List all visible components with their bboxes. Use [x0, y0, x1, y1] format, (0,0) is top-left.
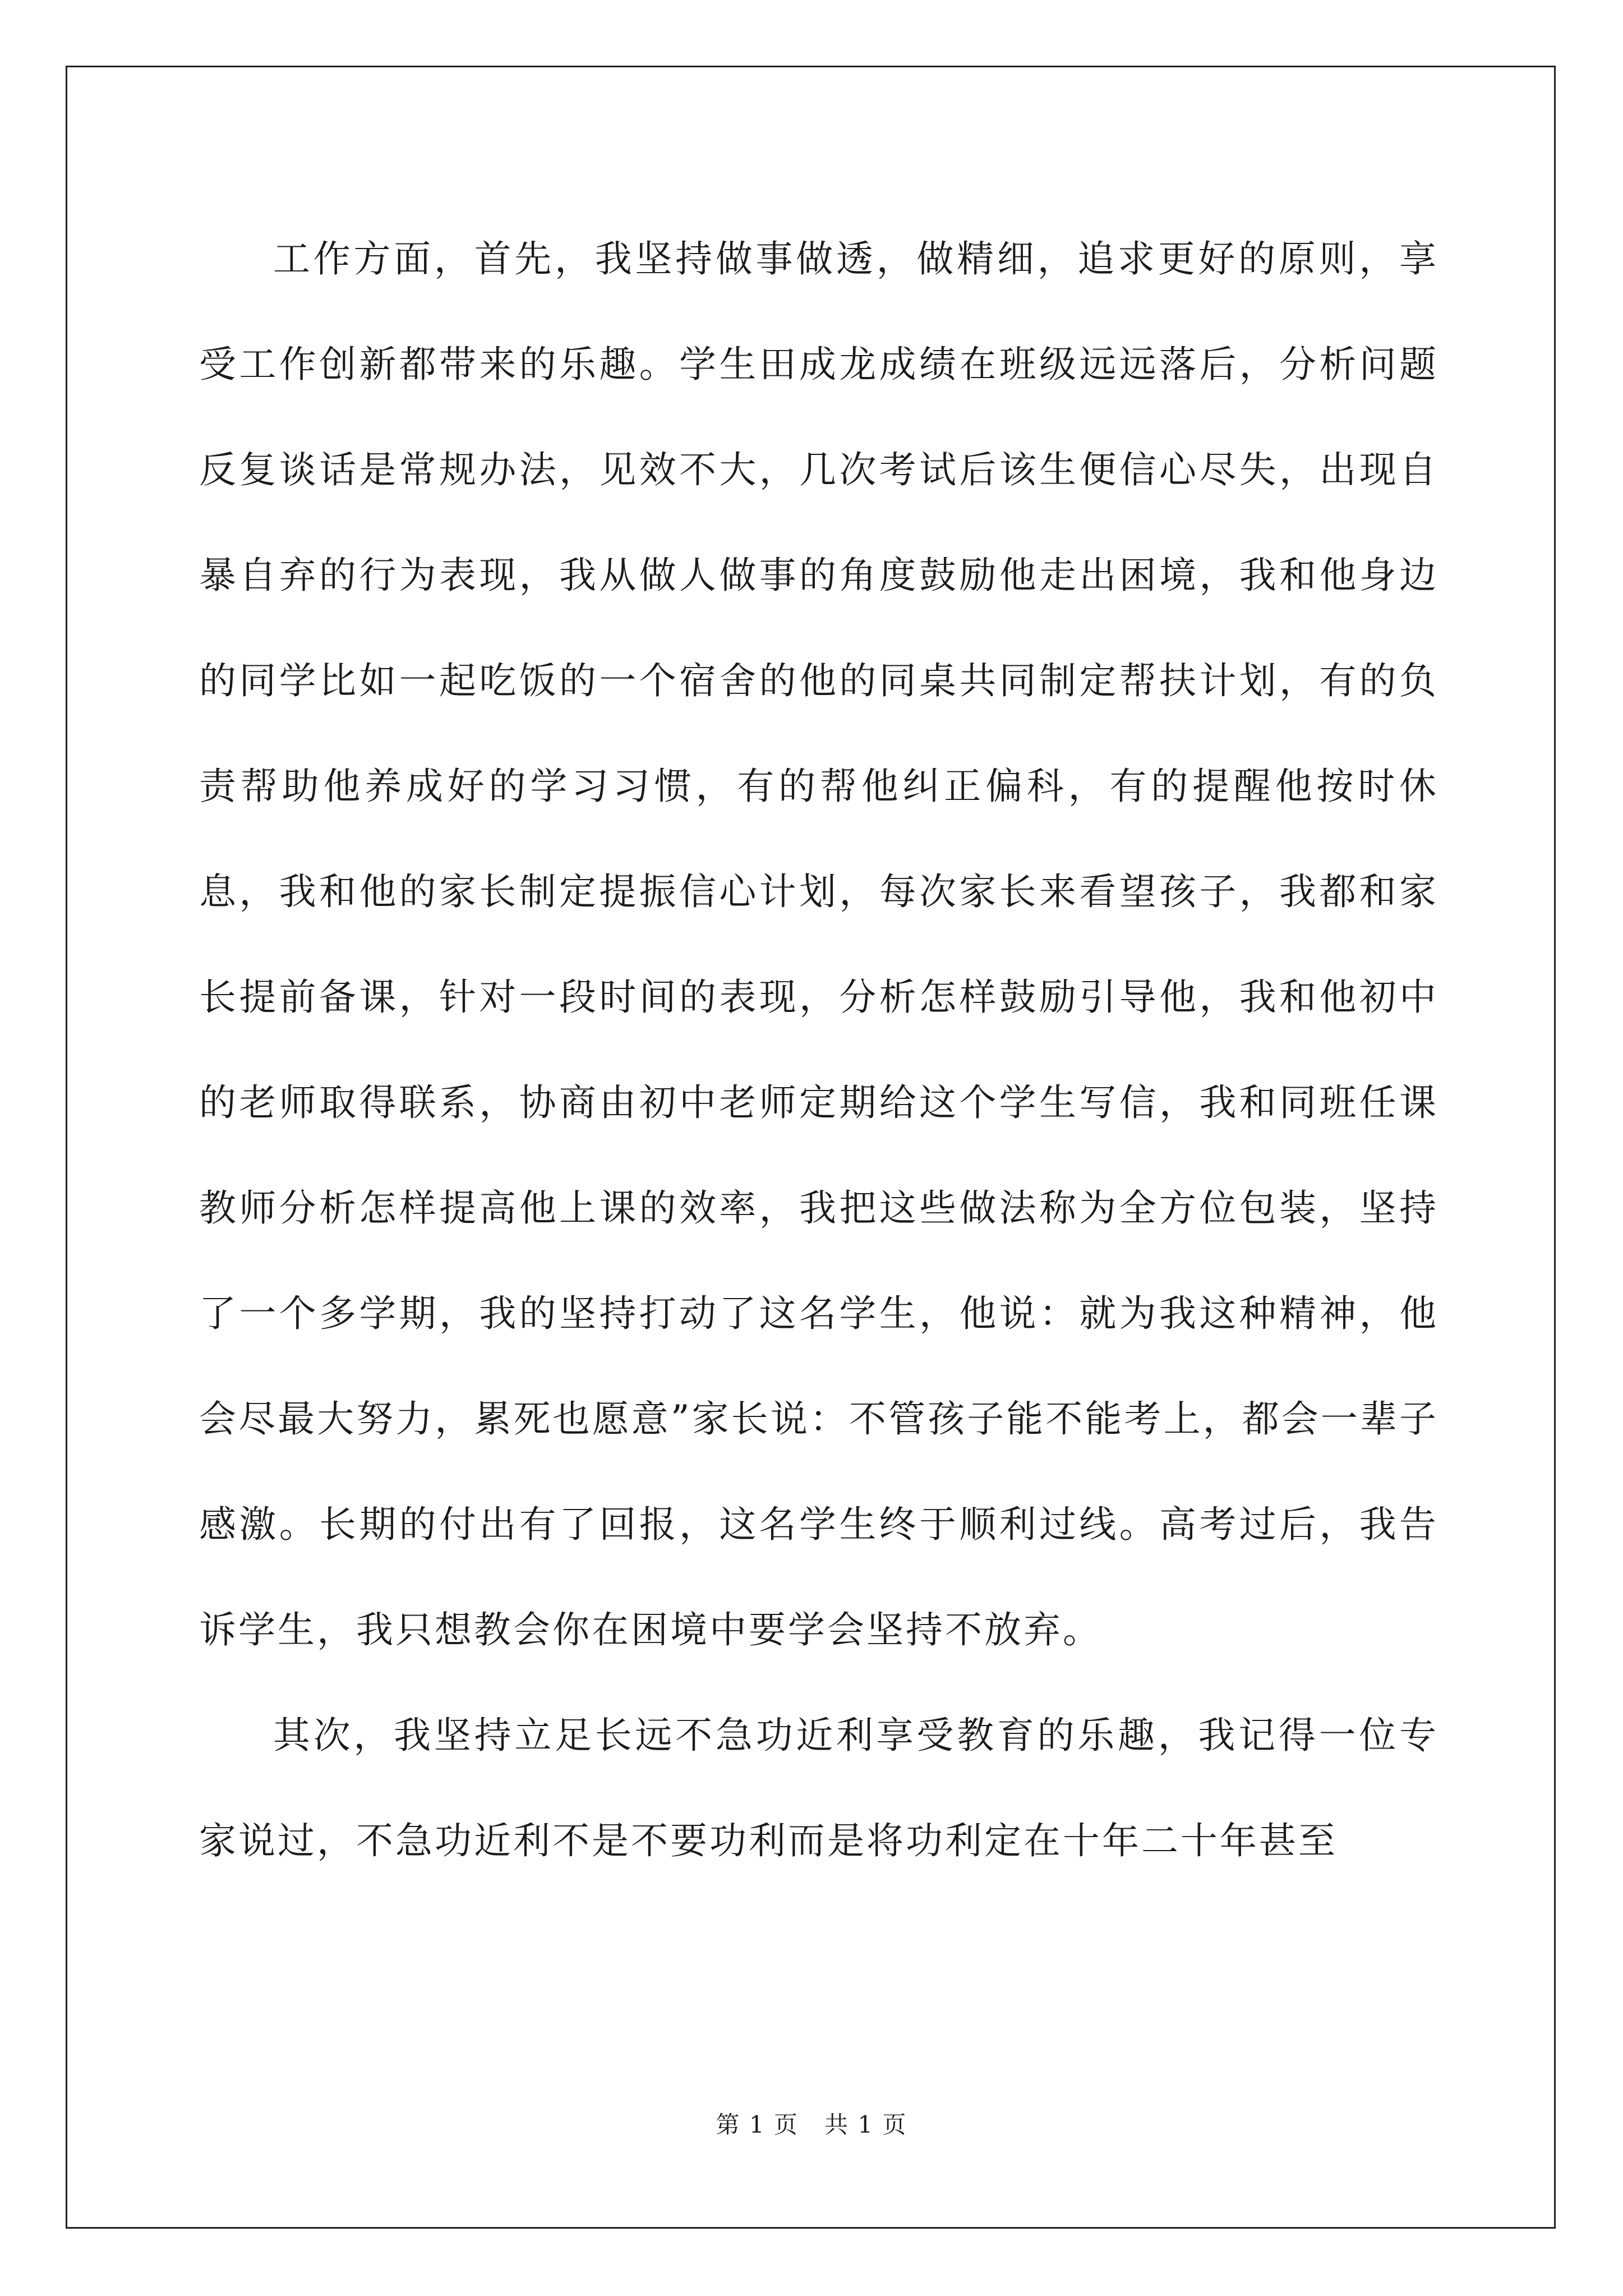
paragraph-2: 其次，我坚持立足长远不急功近利享受教育的乐趣，我记得一位专家说过，不急功近利不是不要功利而是将功利定在十年二十年甚至: [199, 1714, 1438, 1862]
page-footer: [0, 2106, 1623, 2140]
document-body: [199, 206, 1438, 1894]
page-total: 共 1 页: [824, 2111, 907, 2138]
paragraph-1: 工作方面，首先，我坚持做事做透，做精细，追求更好的原则，享受工作创新都带来的乐趣。学生田成龙成绩在班级远远落后，分析问题反复谈话是常规办法，见效不大，几次考试后该生便信心尽失，出现自暴自弃的行为表现，我从做人做事的角度鼓励他走出困境，我和他身边的同学比如一起吃饭的一个宿舍的他的同桌共同制定帮扶计划，有的负责帮助他养成好的学习习惯，有的帮他纠正偏科，有的提醒他按时休息，我和他的家长制定提振信心计划，每次家长来看望孩子，我都和家长提前备课，针对一段时间的表现，分析怎样鼓励引导他，我和他初中的老师取得联系，协商由初中老师定期给这个学生写信，我和同班任课教师分析怎样提高他上课的效率，我把这些做法称为全方位包装，坚持了一个多学期，我的坚持打动了这名学生，他说：就为我这种精神，他会尽最大努力，累死也愿意”家长说：不管孩子能不能考上，都会一辈子感激。长期的付出有了回报，这名学生终于顺利过线。高考过后，我告诉学生，我只想教会你在困境中要学会坚持不放弃。: [199, 237, 1438, 1651]
page-number: 第 1 页: [716, 2111, 799, 2138]
